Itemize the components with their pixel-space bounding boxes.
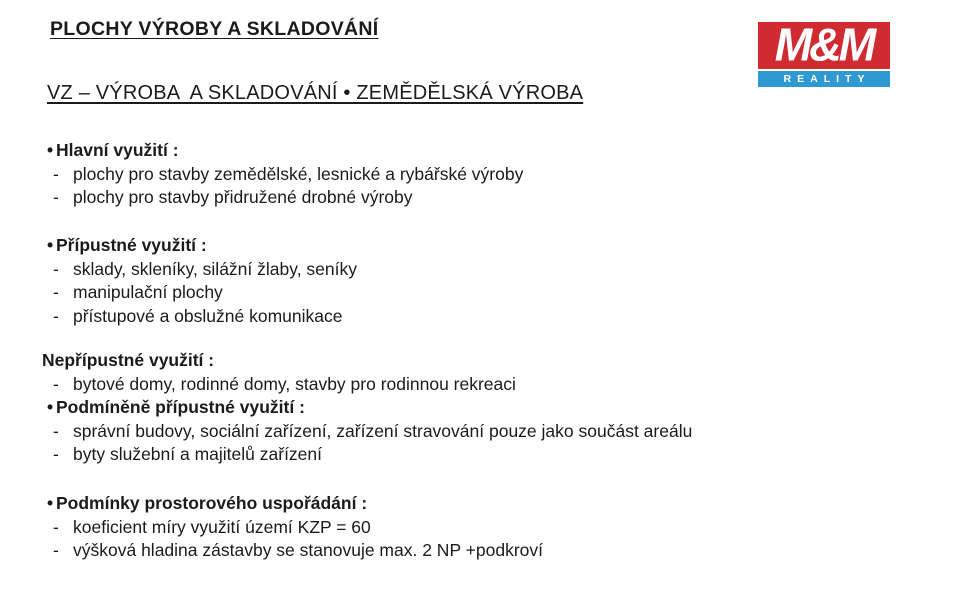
list-item-text: plochy pro stavby přidružené drobné výroby xyxy=(73,187,413,207)
dash-icon: - xyxy=(53,516,59,537)
list-item xyxy=(42,373,516,397)
section-hlavni-vyuziti xyxy=(42,139,523,210)
list-item-text: přístupové a obslužné komunikace xyxy=(73,305,343,326)
dash-icon: - xyxy=(53,305,59,326)
list-item xyxy=(42,420,692,444)
logo-reality-text: REALITY xyxy=(783,72,871,85)
dash-icon: - xyxy=(53,187,59,207)
list-item xyxy=(42,258,357,282)
zone-subtitle: VZ – VÝROBA A SKLADOVÁNÍ • ZEMĚDĚLSKÁ VÝROBA xyxy=(47,82,584,104)
dash-icon: - xyxy=(53,444,59,464)
list-item-text: sklady, skleníky, silážní žlaby, seníky xyxy=(73,258,357,279)
section-podminky-prostoroveho-usporadani xyxy=(42,492,543,563)
dash-icon: - xyxy=(53,540,59,560)
section-header xyxy=(42,234,357,258)
section-header xyxy=(42,492,543,516)
list-item xyxy=(42,305,357,329)
list-item xyxy=(42,281,357,305)
list-item-text: koeficient míry využití území KZP = 60 xyxy=(73,516,371,537)
list-item-text: výšková hladina zástavby se stanovuje max. 2 NP +podkroví xyxy=(73,540,543,560)
section-podminene-pripustne-vyuziti xyxy=(42,396,692,467)
section-header-label: Přípustné využití : xyxy=(56,235,207,255)
mm-reality-logo xyxy=(758,22,890,87)
dash-icon: - xyxy=(53,373,59,394)
section-pripustne-vyuziti xyxy=(42,234,357,328)
dash-icon: - xyxy=(53,258,59,279)
list-item xyxy=(42,163,523,187)
dash-icon: - xyxy=(53,420,59,441)
section-header xyxy=(42,139,523,163)
list-item xyxy=(42,539,543,563)
bullet-icon: • xyxy=(47,397,54,417)
logo-mm-text: M&M xyxy=(774,22,874,69)
page-title: PLOCHY VÝROBY A SKLADOVÁNÍ xyxy=(50,18,379,40)
section-header xyxy=(42,396,692,420)
logo-red-block xyxy=(758,22,890,69)
list-item-text: bytové domy, rodinné domy, stavby pro rodinnou rekreaci xyxy=(73,373,516,394)
dash-icon: - xyxy=(53,282,59,302)
dash-icon: - xyxy=(53,163,59,184)
logo-blue-block xyxy=(758,71,890,87)
list-item-text: plochy pro stavby zemědělské, lesnické a rybářské výroby xyxy=(73,163,524,184)
list-item-text: správní budovy, sociální zařízení, zařízení stravování pouze jako součást areálu xyxy=(73,420,693,441)
bullet-icon: • xyxy=(47,235,54,255)
section-header-label: Hlavní využití : xyxy=(56,140,179,160)
list-item xyxy=(42,443,692,467)
section-header-label: Nepřípustné využití : xyxy=(42,350,215,370)
section-nepripustne-vyuziti xyxy=(42,349,516,396)
section-header-label: Podmínky prostorového uspořádání : xyxy=(56,493,368,513)
list-item-text: manipulační plochy xyxy=(73,282,223,302)
bullet-icon: • xyxy=(47,493,54,513)
bullet-icon: • xyxy=(47,140,54,160)
list-item xyxy=(42,186,523,210)
section-header xyxy=(42,349,516,373)
section-header-label: Podmíněně přípustné využití : xyxy=(56,397,305,417)
list-item-text: byty služební a majitelů zařízení xyxy=(73,444,323,464)
list-item xyxy=(42,516,543,540)
